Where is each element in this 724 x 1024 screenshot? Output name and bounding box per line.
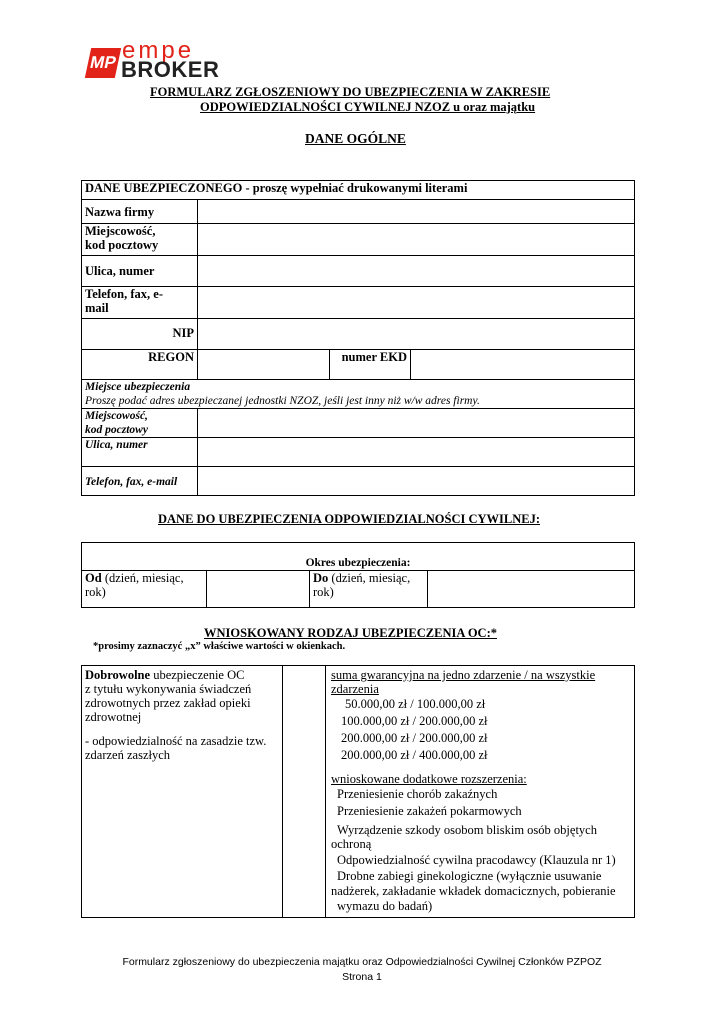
coverage-options [326, 666, 635, 918]
coverage-checkbox[interactable] [283, 666, 326, 918]
from-hint-line2: rok) [85, 585, 106, 599]
ext-option-5-line2: nadżerek, zakładanie wkładek domacicznych, pobieranie [331, 884, 616, 898]
ext-option-5[interactable]: Drobne zabiegi ginekologiczne (wyłącznie usuwanie [337, 869, 602, 883]
logo-broker-text: BROKER [121, 57, 220, 82]
period-to-field[interactable] [428, 571, 635, 608]
to-label: Do [313, 571, 329, 585]
form-title-line2: ODPOWIEDZIALNOŚCI CYWILNEJ NZOZ u oraz majątku [200, 100, 536, 114]
coverage-line3: zdrowotnych przez zakład opieki [85, 696, 251, 710]
company-logo [88, 37, 228, 82]
loc-city-label [82, 409, 198, 438]
loc-city-label-line1: Miejscowość, [85, 410, 148, 422]
ext-option-3-line1: Wyrządzenie szkody osobom bliskim osób objętych [337, 823, 597, 837]
footer-text: Formularz zgłoszeniowy do ubezpieczenia majątku oraz Odpowiedzialności Cywilnej Członków PZPOZ [122, 956, 602, 968]
city-field[interactable] [198, 224, 635, 256]
to-hint-line2: rok) [313, 585, 334, 599]
ekd-field[interactable] [411, 350, 635, 380]
coverage-line4: zdrowotnej [85, 710, 142, 724]
loc-phone-label: Telefon, fax, e-mail [82, 467, 198, 496]
coverage-line5: - odpowiedzialność na zasadzie tzw. [85, 734, 267, 748]
coverage-line6: zdarzeń zaszłych [85, 748, 171, 762]
sum-option-4[interactable]: 200.000,00 zł / 400.000,00 zł [341, 748, 488, 762]
sum-heading-line2: zdarzenia [331, 682, 379, 696]
company-name-field[interactable] [198, 200, 635, 224]
loc-city-label-line2: kod pocztowy [85, 424, 148, 436]
page-number: Strona 1 [342, 971, 382, 983]
location-heading: Miejsce ubezpieczenia [85, 381, 191, 393]
location-note: Proszę podać adres ubezpieczanej jednostki NZOZ, jeśli jest inny niż w/w adres firmy. [85, 395, 480, 407]
to-hint-line1: (dzień, miesiąc, [328, 571, 411, 585]
period-table [81, 542, 635, 608]
ekd-label: numer EKD [330, 350, 411, 380]
insured-heading: DANE UBEZPIECZONEGO - proszę wypełniać drukowanymi literami [82, 181, 635, 200]
ext-heading: wnioskowane dodatkowe rozszerzenia: [331, 772, 527, 786]
street-field[interactable] [198, 256, 635, 287]
loc-phone-field[interactable] [198, 467, 635, 496]
ext-option-3[interactable] [337, 823, 631, 837]
from-hint-line1: (dzień, miesiąc, [101, 571, 184, 585]
loc-street-label: Ulica, numer [82, 438, 198, 467]
city-label [82, 224, 198, 256]
nip-label: NIP [82, 319, 198, 350]
city-label-line1: Miejscowość, [85, 224, 156, 238]
period-from-field[interactable] [207, 571, 310, 608]
phone-field[interactable] [198, 287, 635, 319]
city-label-line2: kod pocztowy [85, 238, 159, 252]
ext-option-5-line3: wymazu do badań) [337, 899, 433, 913]
from-label: Od [85, 571, 102, 585]
ext-option-2[interactable]: Przeniesienie zakażeń pokarmowych [337, 804, 522, 818]
coverage-description [82, 666, 283, 918]
phone-label-line2: mail [85, 301, 109, 315]
sum-heading-line1: suma gwarancyjna na jedno zdarzenie / na wszystkie [331, 668, 596, 682]
coverage-line2: z tytułu wykonywania świadczeń [85, 682, 252, 696]
logo-empe-text: empe [122, 37, 195, 64]
street-label: Ulica, numer [82, 256, 198, 287]
sum-option-2[interactable]: 100.000,00 zł / 200.000,00 zł [341, 714, 488, 728]
regon-label: REGON [82, 350, 198, 380]
phone-label-line1: Telefon, fax, e- [85, 287, 163, 301]
company-name-label: Nazwa firmy [82, 200, 198, 224]
form-title-line1: FORMULARZ ZGŁOSZENIOWY DO UBEZPIECZENIA W ZAKRESIE [150, 85, 551, 99]
insured-data-table [81, 180, 635, 496]
loc-street-field[interactable] [198, 438, 635, 467]
section-oc-title: DANE DO UBEZPIECZENIA ODPOWIEDZIALNOŚCI CYWILNEJ: [158, 512, 541, 526]
logo-mark: MP [85, 48, 121, 78]
period-from-label [82, 571, 207, 608]
location-heading-cell [82, 380, 635, 409]
nip-field[interactable] [198, 319, 635, 350]
ext-option-4[interactable]: Odpowiedzialność cywilna pracodawcy (Klauzula nr 1) [337, 853, 616, 867]
phone-label [82, 287, 198, 319]
coverage-table [81, 665, 635, 918]
regon-field[interactable] [198, 350, 330, 380]
ext-option-1[interactable]: Przeniesienie chorób zakaźnych [337, 787, 498, 801]
period-heading: Okres ubezpieczenia: [82, 543, 635, 571]
loc-city-field[interactable] [198, 409, 635, 438]
coverage-line1: ubezpieczenie OC [150, 668, 245, 682]
ext-option-3-line2: ochroną [331, 837, 372, 851]
sum-option-1[interactable]: 50.000,00 zł / 100.000,00 zł [345, 697, 486, 711]
section-general-title: DANE OGÓLNE [305, 131, 406, 146]
sum-option-3[interactable]: 200.000,00 zł / 200.000,00 zł [341, 731, 488, 745]
coverage-bold-word: Dobrowolne [85, 668, 151, 682]
period-to-label [310, 571, 428, 608]
section-type-title: WNIOSKOWANY RODZAJ UBEZPIECZENIA OC:* [204, 626, 497, 640]
section-type-note: *prosimy zaznaczyć „x” właściwe wartości w okienkach. [93, 641, 346, 652]
